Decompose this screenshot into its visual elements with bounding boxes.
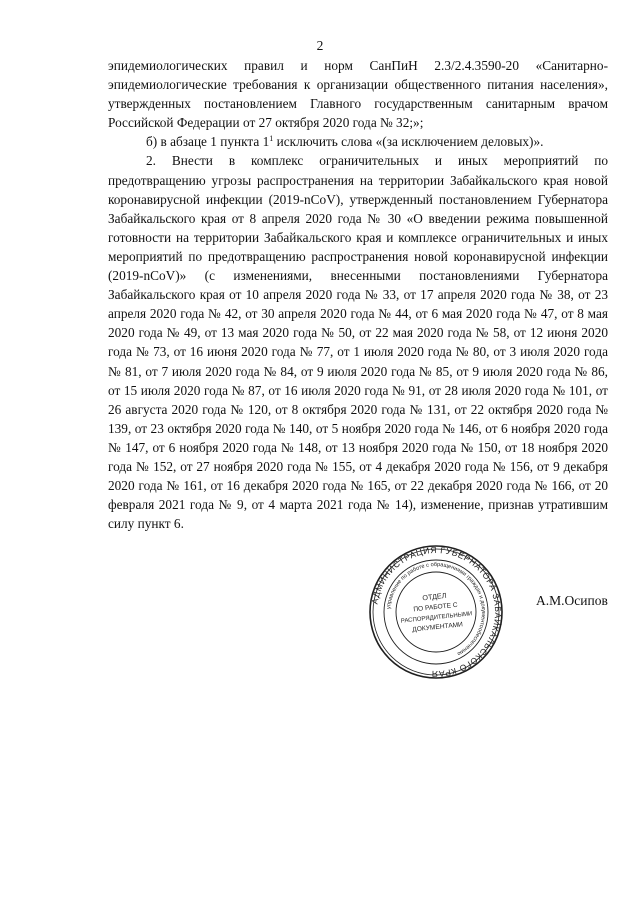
superscript: 1 bbox=[269, 134, 274, 144]
paragraph-continuation: эпидемиологических правил и норм СанПиН 2.3/2.4.3590-20 «Санитарно-эпидемиологические требования к организации общественного питания населения», утвержденных постановлением Главного государственным санитарным врачом Российской Федерации от 27 октября 2020 года № 32;»; bbox=[108, 58, 608, 131]
document-body bbox=[108, 56, 608, 533]
paragraph-b bbox=[108, 132, 608, 151]
stamp-center-line-1: ОТДЕЛ bbox=[421, 590, 447, 603]
stamp-inner-ring-text: управление по работе с обращениями граждан и документообеспечению bbox=[386, 561, 487, 657]
stamp-center-line-2: ПО РАБОТЕ С bbox=[413, 601, 459, 614]
paragraph-2: 2. Внести в комплекс ограничительных и иных мероприятий по предотвращению угрозы распространения на территории Забайкальского края новой коронавирусной инфекции (2019-nCoV), утвержденный постановлением Губернатора Забайкальского края от 8 апреля 2020 года № 30 «О введении режима повышенной готовности на территории Забайкальского края и комплексе ограничительных и иных мероприятий по предотвращению распространения новой коронавирусной инфекции (2019-nCoV)» (с изменениями, внесенными постановлениями Губернатора Забайкальского края от 10 апреля 2020 года № 33, от 17 апреля 2020 года № 38, от 23 апреля 2020 года № 42, от 30 апреля 2020 года № 44, от 6 мая 2020 года № 47, от 8 мая 2020 года № 49, от 13 мая 2020 года № 50, от 22 мая 2020 года № 58, от 12 июня 2020 года № 73, от 16 июня 2020 года № 77, от 1 июля 2020 года № 80, от 3 июля 2020 года № 81, от 7 июля 2020 года № 84, от 9 июля 2020 года № 85, от 9 июля 2020 года № 86, от 15 июля 2020 года № 87, от 16 июля 2020 года № 91, от 28 июля 2020 года № 101, от 26 августа 2020 года № 120, от 8 октября 2020 года № 131, от 22 октября 2020 года № 139, от 23 октября 2020 года № 140, от 5 ноября 2020 года № 146, от 6 ноября 2020 года № 147, от 6 ноября 2020 года № 148, от 13 ноября 2020 года № 150, от 18 ноября 2020 года № 152, от 27 ноября 2020 года № 155, от 4 декабря 2020 года № 156, от 9 декабря 2020 года № 161, от 16 декабря 2020 года № 165, от 22 декабря 2020 года № 166, от 20 февраля 2021 года № 9, от 4 марта 2021 года № 14), изменение, признав утратившим силу пункт 6. bbox=[108, 153, 608, 532]
paragraph-b-text: б) в абзаце 1 пункта 1 bbox=[146, 134, 270, 150]
stamp-ring-text: АДМИНИСТРАЦИЯ ГУБЕРНАТОРА ЗАБАЙКАЛЬСКОГО КРАЯ bbox=[369, 544, 504, 680]
paragraph-b-text-end: исключить слова «(за исключением деловых)». bbox=[273, 134, 544, 150]
signer-name: А.М.Осипов bbox=[536, 593, 608, 608]
stamp-center-line-3: РАСПОРЯДИТЕЛЬНЫМИ bbox=[400, 611, 473, 625]
stamp-graphic bbox=[368, 544, 504, 680]
stamp-center-line-4: ДОКУМЕНТАМИ bbox=[411, 621, 464, 634]
page-number: 2 bbox=[316, 38, 324, 53]
stamp-mid-ring bbox=[384, 560, 488, 664]
official-stamp bbox=[368, 544, 504, 680]
